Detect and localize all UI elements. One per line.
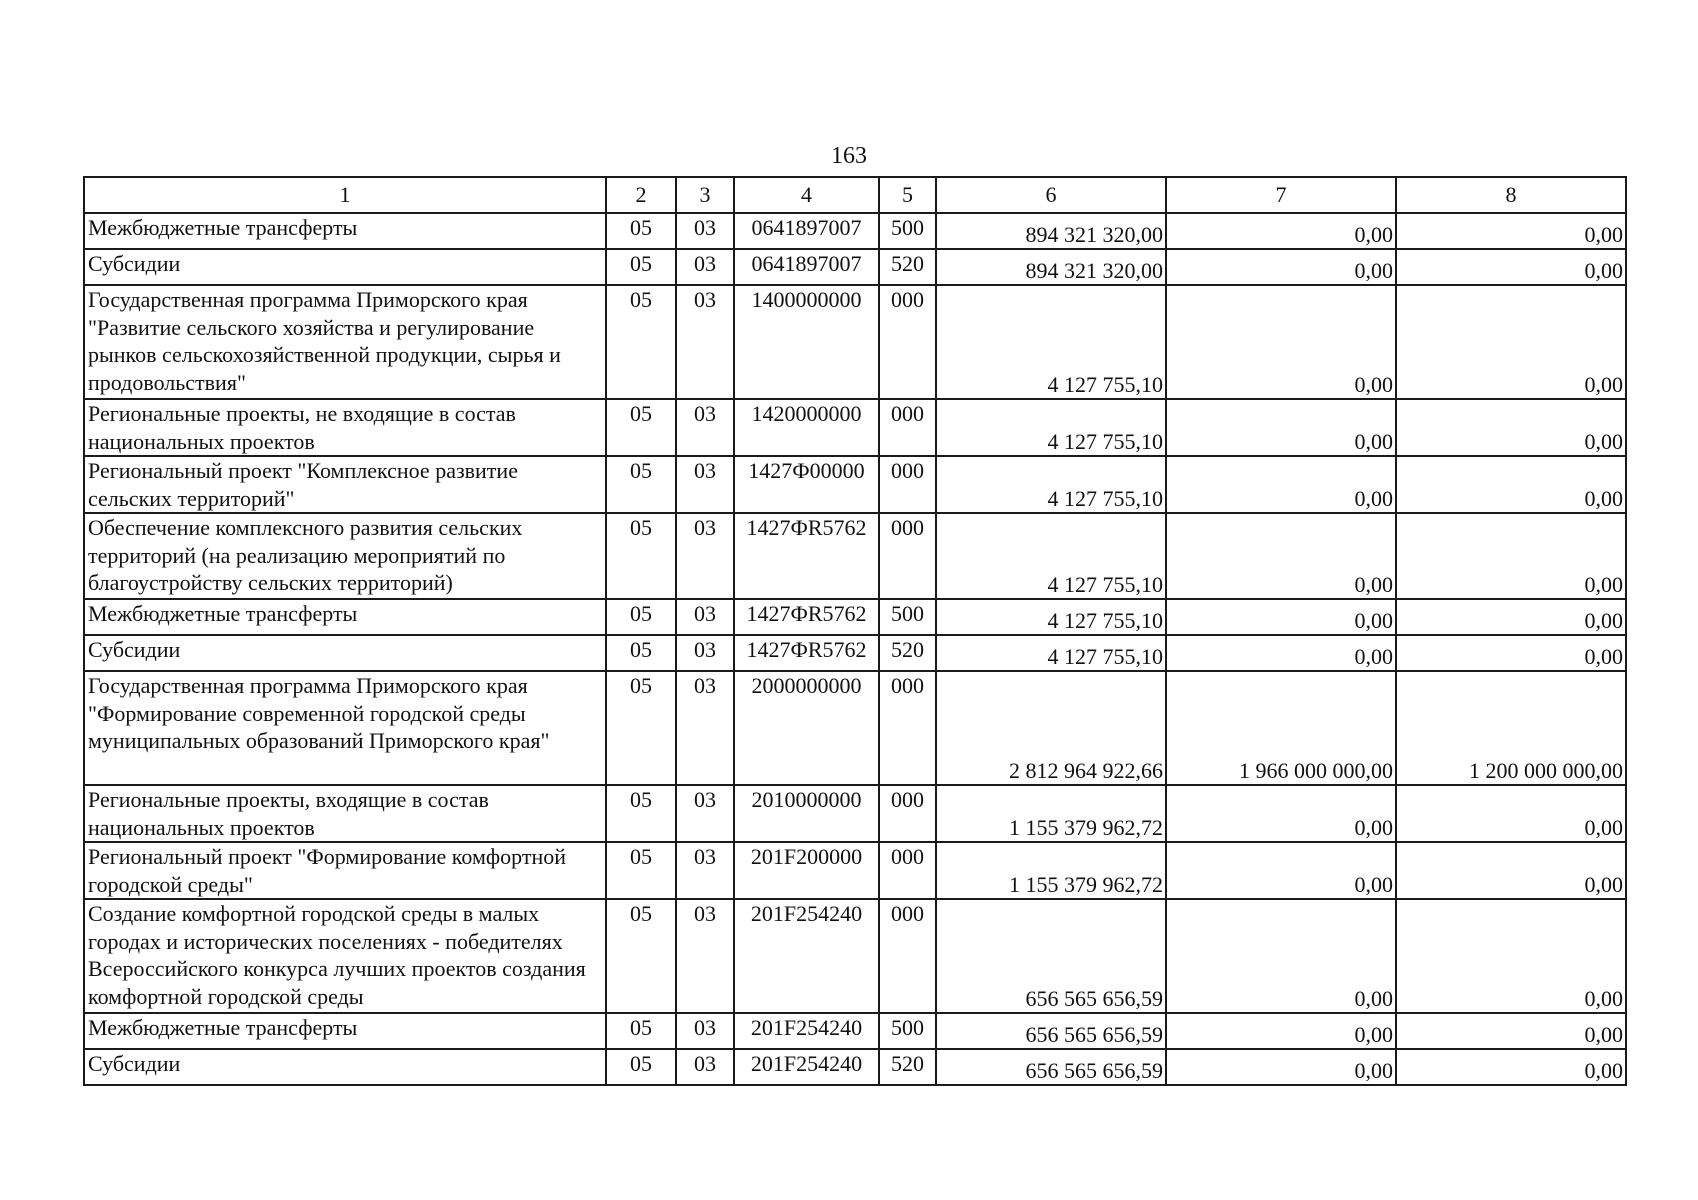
target-article-cell: 1427ФR5762 [734,513,879,599]
amount-col8-cell: 0,00 [1396,513,1626,599]
subsection-code-cell: 03 [676,899,734,1013]
amount-col8-cell: 0,00 [1396,213,1626,249]
amount-col6-cell: 4 127 755,10 [936,285,1166,399]
amount-col6-cell: 2 812 964 922,66 [936,671,1166,785]
row-name-cell: Создание комфортной городской среды в малых городах и исторических поселениях - победителях Всероссийского конкурса лучших проектов создания комфортной городской среды [84,899,606,1013]
row-name-cell: Региональные проекты, входящие в состав национальных проектов [84,785,606,842]
subsection-code-cell: 03 [676,671,734,785]
table-row [84,842,1626,899]
subsection-code-cell: 03 [676,1049,734,1085]
amount-col6-cell: 894 321 320,00 [936,249,1166,285]
amount-col8-cell: 0,00 [1396,785,1626,842]
subsection-code-cell: 03 [676,285,734,399]
amount-col6-cell: 4 127 755,10 [936,599,1166,635]
amount-col6-cell: 656 565 656,59 [936,1049,1166,1085]
amount-col8-cell: 0,00 [1396,899,1626,1013]
table-row [84,1049,1626,1085]
section-code-cell: 05 [606,456,676,513]
budget-table [83,176,1627,1086]
amount-col7-cell: 0,00 [1166,599,1396,635]
row-name-cell: Региональные проекты, не входящие в состав национальных проектов [84,399,606,456]
amount-col6-cell: 4 127 755,10 [936,456,1166,513]
target-article-cell: 201F254240 [734,899,879,1013]
amount-col7-cell: 1 966 000 000,00 [1166,671,1396,785]
amount-col6-cell: 4 127 755,10 [936,513,1166,599]
expense-type-cell: 000 [879,842,936,899]
target-article-cell: 0641897007 [734,213,879,249]
amount-col7-cell: 0,00 [1166,213,1396,249]
target-article-cell: 1427Ф00000 [734,456,879,513]
expense-type-cell: 000 [879,399,936,456]
amount-col6-cell: 894 321 320,00 [936,213,1166,249]
column-header: 7 [1166,177,1396,213]
target-article-cell: 2000000000 [734,671,879,785]
table-row [84,635,1626,671]
section-code-cell: 05 [606,842,676,899]
column-header: 5 [879,177,936,213]
subsection-code-cell: 03 [676,399,734,456]
amount-col8-cell: 0,00 [1396,599,1626,635]
subsection-code-cell: 03 [676,599,734,635]
amount-col6-cell: 656 565 656,59 [936,899,1166,1013]
expense-type-cell: 000 [879,285,936,399]
row-name-cell: Межбюджетные трансферты [84,1013,606,1049]
amount-col7-cell: 0,00 [1166,456,1396,513]
row-name-cell: Межбюджетные трансферты [84,213,606,249]
section-code-cell: 05 [606,399,676,456]
section-code-cell: 05 [606,1013,676,1049]
column-header: 3 [676,177,734,213]
expense-type-cell: 520 [879,635,936,671]
amount-col7-cell: 0,00 [1166,513,1396,599]
target-article-cell: 1427ФR5762 [734,635,879,671]
amount-col7-cell: 0,00 [1166,842,1396,899]
table-row [84,285,1626,399]
row-name-cell: Субсидии [84,249,606,285]
amount-col8-cell: 0,00 [1396,285,1626,399]
section-code-cell: 05 [606,785,676,842]
amount-col8-cell: 0,00 [1396,1013,1626,1049]
amount-col7-cell: 0,00 [1166,899,1396,1013]
expense-type-cell: 520 [879,1049,936,1085]
subsection-code-cell: 03 [676,842,734,899]
amount-col6-cell: 4 127 755,10 [936,635,1166,671]
amount-col7-cell: 0,00 [1166,635,1396,671]
amount-col8-cell: 1 200 000 000,00 [1396,671,1626,785]
row-name-cell: Государственная программа Приморского края "Развитие сельского хозяйства и регулирование рынков сельскохозяйственной продукции, сырья и продовольствия" [84,285,606,399]
table-row [84,213,1626,249]
page-number: 163 [831,143,867,169]
row-name-cell: Субсидии [84,635,606,671]
expense-type-cell: 500 [879,1013,936,1049]
amount-col7-cell: 0,00 [1166,285,1396,399]
table-row [84,513,1626,599]
amount-col8-cell: 0,00 [1396,1049,1626,1085]
section-code-cell: 05 [606,285,676,399]
section-code-cell: 05 [606,513,676,599]
target-article-cell: 0641897007 [734,249,879,285]
column-number-row [84,177,1626,213]
row-name-cell: Региональный проект "Формирование комфортной городской среды" [84,842,606,899]
table-row [84,785,1626,842]
table-row [84,671,1626,785]
section-code-cell: 05 [606,1049,676,1085]
column-header: 4 [734,177,879,213]
amount-col8-cell: 0,00 [1396,456,1626,513]
subsection-code-cell: 03 [676,785,734,842]
expense-type-cell: 000 [879,785,936,842]
row-name-cell: Субсидии [84,1049,606,1085]
section-code-cell: 05 [606,635,676,671]
expense-type-cell: 520 [879,249,936,285]
amount-col6-cell: 1 155 379 962,72 [936,785,1166,842]
subsection-code-cell: 03 [676,456,734,513]
amount-col8-cell: 0,00 [1396,842,1626,899]
row-name-cell: Региональный проект "Комплексное развитие сельских территорий" [84,456,606,513]
table-row [84,399,1626,456]
expense-type-cell: 000 [879,899,936,1013]
table-row [84,456,1626,513]
target-article-cell: 1400000000 [734,285,879,399]
subsection-code-cell: 03 [676,1013,734,1049]
target-article-cell: 2010000000 [734,785,879,842]
target-article-cell: 201F200000 [734,842,879,899]
section-code-cell: 05 [606,213,676,249]
row-name-cell: Государственная программа Приморского края "Формирование современной городской среды муниципальных образований Приморского края" [84,671,606,785]
target-article-cell: 201F254240 [734,1049,879,1085]
section-code-cell: 05 [606,671,676,785]
column-header: 2 [606,177,676,213]
expense-type-cell: 500 [879,213,936,249]
amount-col8-cell: 0,00 [1396,399,1626,456]
subsection-code-cell: 03 [676,635,734,671]
subsection-code-cell: 03 [676,249,734,285]
table-row [84,249,1626,285]
amount-col7-cell: 0,00 [1166,785,1396,842]
expense-type-cell: 000 [879,513,936,599]
table-row [84,899,1626,1013]
subsection-code-cell: 03 [676,513,734,599]
target-article-cell: 1420000000 [734,399,879,456]
subsection-code-cell: 03 [676,213,734,249]
amount-col8-cell: 0,00 [1396,635,1626,671]
section-code-cell: 05 [606,249,676,285]
target-article-cell: 201F254240 [734,1013,879,1049]
amount-col6-cell: 4 127 755,10 [936,399,1166,456]
column-header: 6 [936,177,1166,213]
amount-col7-cell: 0,00 [1166,1013,1396,1049]
row-name-cell: Межбюджетные трансферты [84,599,606,635]
column-header: 1 [84,177,606,213]
amount-col6-cell: 656 565 656,59 [936,1013,1166,1049]
table-row [84,599,1626,635]
expense-type-cell: 000 [879,456,936,513]
table-row [84,1013,1626,1049]
amount-col8-cell: 0,00 [1396,249,1626,285]
target-article-cell: 1427ФR5762 [734,599,879,635]
section-code-cell: 05 [606,599,676,635]
row-name-cell: Обеспечение комплексного развития сельских территорий (на реализацию мероприятий по благоустройству сельских территорий) [84,513,606,599]
amount-col7-cell: 0,00 [1166,249,1396,285]
column-header: 8 [1396,177,1626,213]
amount-col7-cell: 0,00 [1166,1049,1396,1085]
amount-col7-cell: 0,00 [1166,399,1396,456]
expense-type-cell: 500 [879,599,936,635]
expense-type-cell: 000 [879,671,936,785]
section-code-cell: 05 [606,899,676,1013]
amount-col6-cell: 1 155 379 962,72 [936,842,1166,899]
